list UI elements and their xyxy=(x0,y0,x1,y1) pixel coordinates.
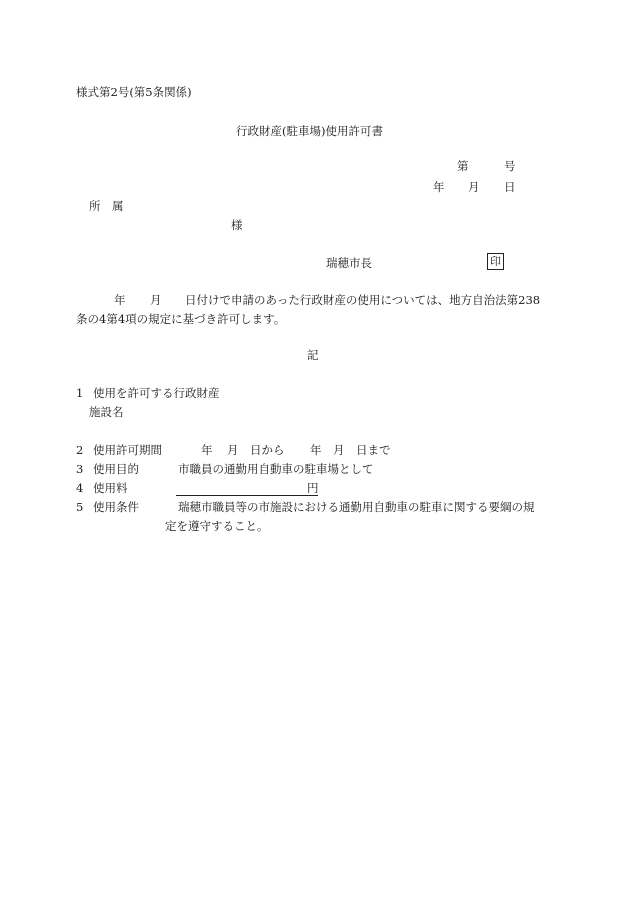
seal-text: 印 xyxy=(490,255,501,268)
item-5-label: 使用条件 xyxy=(93,500,139,514)
body-line-1: 日付けで申請のあった行政財産の使用については、地方自治法第238 xyxy=(185,293,541,307)
item-3-number: 3 xyxy=(76,462,84,476)
item-3-value: 市職員の通勤用自動車の駐車場として xyxy=(178,462,374,476)
item-5-value-line-1: 瑞穂市職員等の市施設における通勤用自動車の駐車に関する要綱の規 xyxy=(178,500,535,514)
affiliation-label: 所 属 xyxy=(89,199,124,213)
item-2-year-to: 年 xyxy=(310,443,322,457)
item-2-label: 使用許可期間 xyxy=(93,443,162,457)
number-gou: 号 xyxy=(504,159,516,173)
item-2-month-from: 月 xyxy=(227,443,239,457)
item-2-day-to: 日まで xyxy=(356,443,391,457)
issuer: 瑞穂市長 xyxy=(326,256,372,270)
item-2-month-to: 月 xyxy=(333,443,345,457)
item-2-year-from: 年 xyxy=(201,443,213,457)
item-5-number: 5 xyxy=(76,500,84,514)
body-date-year: 年 xyxy=(114,293,126,307)
item-3-label: 使用目的 xyxy=(93,462,139,476)
item-4-value: 円 xyxy=(307,481,319,495)
date-month: 月 xyxy=(468,180,480,194)
item-2-number: 2 xyxy=(76,443,84,457)
item-5-value-line-2: 定を遵守すること。 xyxy=(165,519,269,533)
form-label: 様式第2号(第5条関係) xyxy=(76,85,192,99)
item-1-number: 1 xyxy=(76,386,84,400)
date-year: 年 xyxy=(433,180,445,194)
date-day: 日 xyxy=(504,180,516,194)
item-1-sub-label: 施設名 xyxy=(89,405,124,419)
fee-blank-line xyxy=(176,495,318,496)
seal-stamp xyxy=(487,253,504,270)
body-line-2: 条の4第4項の規定に基づき許可します。 xyxy=(76,312,286,326)
honorific: 様 xyxy=(231,218,243,232)
item-1-label: 使用を許可する行政財産 xyxy=(93,386,220,400)
item-4-number: 4 xyxy=(76,481,84,495)
item-4-label: 使用料 xyxy=(93,481,128,495)
document-title: 行政財産(駐車場)使用許可書 xyxy=(236,124,383,138)
body-date-month: 月 xyxy=(150,293,162,307)
ki-label: 記 xyxy=(307,348,319,362)
item-2-day-from: 日から xyxy=(250,443,285,457)
number-dai: 第 xyxy=(457,159,469,173)
